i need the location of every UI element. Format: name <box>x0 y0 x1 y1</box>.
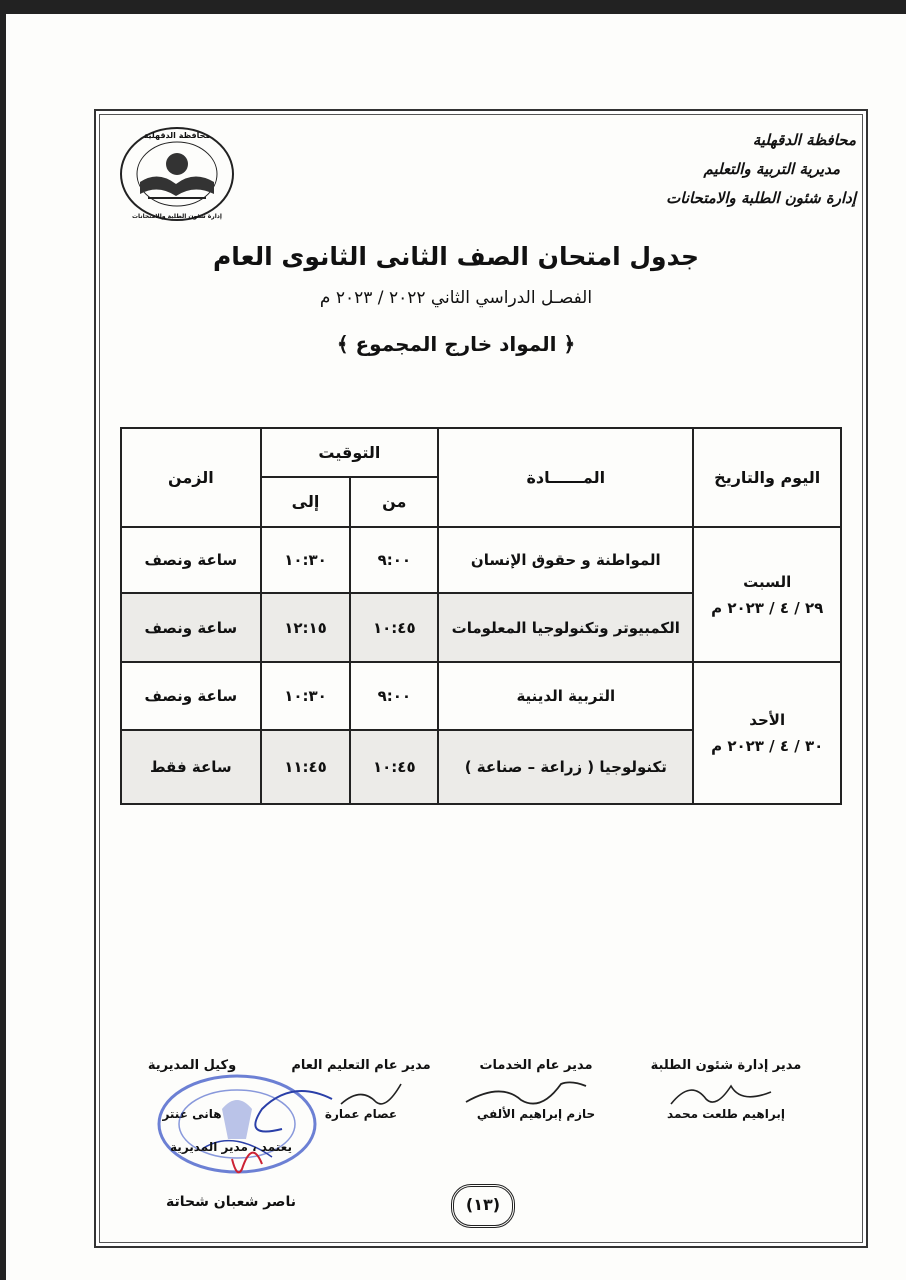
header-duration: الزمن <box>121 428 261 527</box>
signature-role: مدير عام الخدمات <box>479 1058 593 1073</box>
issuer-header <box>626 126 856 213</box>
from-cell: ١٠:٤٥ <box>350 730 438 804</box>
table-row <box>121 662 841 730</box>
from-cell: ١٠:٤٥ <box>350 593 438 663</box>
logo-text-bottom: إدارة شئون الطلبة والامتحانات <box>132 213 222 220</box>
subject-cell: المواطنة و حقوق الإنسان <box>438 527 693 592</box>
directorate-line: مديرية التربية والتعليم <box>703 160 840 178</box>
to-cell: ١٠:٣٠ <box>261 527 351 592</box>
signature-role: مدير عام التعليم العام <box>291 1058 431 1073</box>
to-cell: ١٠:٣٠ <box>261 662 351 730</box>
table-row <box>121 527 841 592</box>
governorate-line: محافظة الدقهلية <box>752 131 856 149</box>
header-day-date: اليوم والتاريخ <box>693 428 841 527</box>
day-cell <box>693 662 841 804</box>
signature-scribble-general <box>336 1076 406 1112</box>
signature-scribble-services <box>461 1072 591 1116</box>
duration-cell: ساعة فقط <box>121 730 261 804</box>
approval-name: ناصر شعبان شحاتة <box>166 1194 296 1210</box>
document-subtitle: الفصـل الدراسي الثاني ٢٠٢٢ / ٢٠٢٣ م <box>319 288 593 308</box>
subject-cell: تكنولوجيا ( زراعة – صناعة ) <box>438 730 693 804</box>
day-name: السبت <box>743 572 792 591</box>
signature-role: مدير إدارة شئون الطلبة <box>650 1058 802 1073</box>
document-title: جدول امتحان الصف الثانى الثانوى العام <box>212 242 700 271</box>
to-cell: ١١:٤٥ <box>261 730 351 804</box>
header-timing: التوقيت <box>261 428 439 477</box>
day-name: الأحد <box>749 711 786 730</box>
header-from: من <box>350 477 438 528</box>
exam-schedule-table <box>120 427 842 805</box>
signature-name: عصام عمارة <box>324 1107 398 1121</box>
document-sheet <box>6 14 906 1280</box>
page-number: (١٣) <box>451 1184 515 1228</box>
department-line: إدارة شئون الطلبة والامتحانات <box>666 189 856 207</box>
directorate-logo <box>118 124 236 224</box>
from-cell: ٩:٠٠ <box>350 527 438 592</box>
subject-cell: الكمبيوتر وتكنولوجيا المعلومات <box>438 593 693 663</box>
header-subject: المــــــادة <box>438 428 693 527</box>
day-date: ٢٩ / ٤ / ٢٠٢٣ م <box>711 598 824 617</box>
signature-scribble-students <box>661 1074 781 1114</box>
subjects-group: ﴿ المواد خارج المجموع ﴾ <box>336 332 576 356</box>
official-stamp <box>142 1069 342 1194</box>
header-to: إلى <box>261 477 351 528</box>
signature-name: حازم إبراهيم الألفي <box>476 1107 596 1121</box>
from-cell: ٩:٠٠ <box>350 662 438 730</box>
day-date: ٣٠ / ٤ / ٢٠٢٣ م <box>711 737 824 756</box>
subject-cell: التربية الدينية <box>438 662 693 730</box>
duration-cell: ساعة ونصف <box>121 662 261 730</box>
to-cell: ١٢:١٥ <box>261 593 351 663</box>
logo-text-top: محافظة الدقهلية <box>143 131 211 140</box>
duration-cell: ساعة ونصف <box>121 593 261 663</box>
signature-name: هانى عنتر <box>162 1107 222 1121</box>
day-cell <box>693 527 841 662</box>
signature-role: وكيل المديرية <box>147 1058 237 1073</box>
signature-name: إبراهيم طلعت محمد <box>667 1107 785 1121</box>
approval-label: يعتمد ، مدير المديرية <box>170 1140 292 1154</box>
duration-cell: ساعة ونصف <box>121 527 261 592</box>
